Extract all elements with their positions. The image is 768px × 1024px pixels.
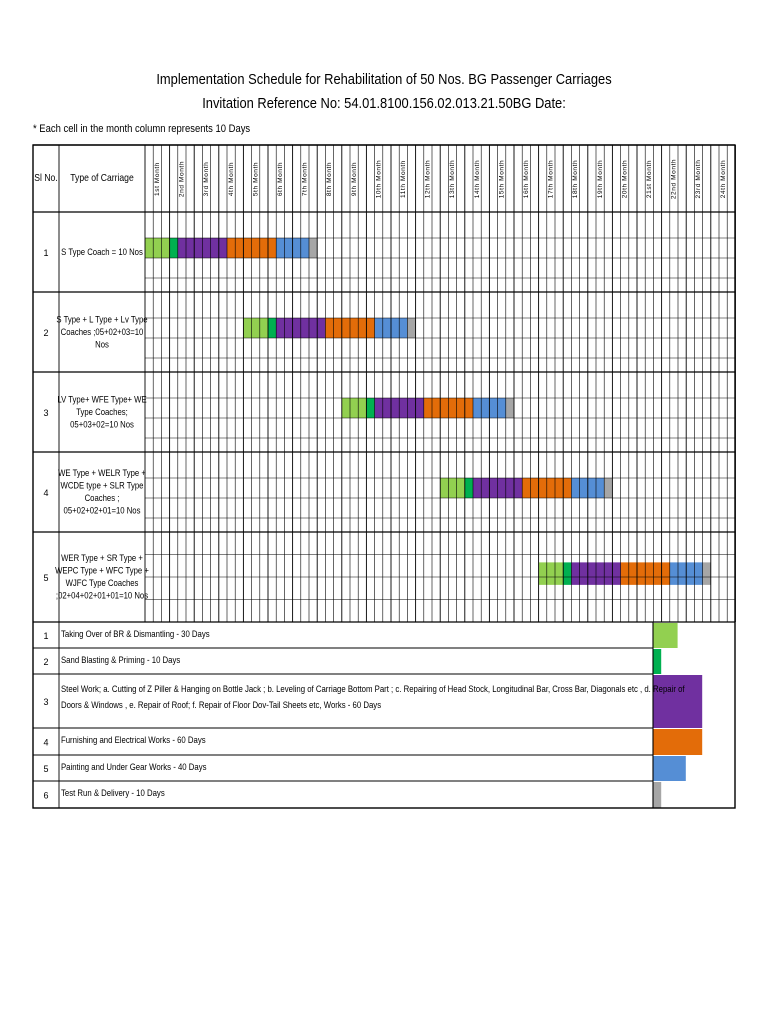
legend-task-line: Steel Work; a. Cutting of Z Piller & Hanging on Bottle Jack ; b. Leveling of Carriage Bottom Part ; c. Repairing of Head Stock, Longitudinal Bar, Cross Bar, Diagonals etc , d. Repair of bbox=[61, 683, 685, 695]
bar-testrun bbox=[407, 318, 415, 338]
bar-sandblasting bbox=[465, 478, 473, 498]
group-type-line: ;02+04+02+01+01=10 Nos bbox=[55, 590, 149, 601]
legend-bar-painting bbox=[653, 756, 686, 781]
group-type-line: Nos bbox=[95, 338, 109, 350]
bar-testrun bbox=[604, 478, 612, 498]
legend-sl: 1 bbox=[43, 631, 49, 641]
header-type: Type of Carriage bbox=[70, 172, 134, 184]
bar-sandblasting bbox=[268, 318, 276, 338]
bar-testrun bbox=[703, 562, 711, 585]
group-type-line: Type Coaches; bbox=[76, 406, 128, 418]
group-sl: 3 bbox=[43, 408, 49, 418]
month-header: 20th Month bbox=[621, 159, 629, 199]
group-type-line: Coaches ;05+02+03=10 bbox=[60, 326, 144, 338]
title-line-1: Implementation Schedule for Rehabilitation of 50 Nos. BG Passenger Carriages bbox=[156, 71, 612, 88]
legend-sl: 4 bbox=[43, 737, 49, 748]
legend-task-line: Painting and Under Gear Works - 40 Days bbox=[61, 761, 207, 773]
legend-sl: 2 bbox=[43, 657, 49, 667]
month-header: 14th Month bbox=[473, 159, 481, 199]
group-type-line: S Type + L Type + Lv Type bbox=[56, 313, 148, 325]
bar-sandblasting bbox=[170, 238, 178, 258]
bar-dismantling bbox=[440, 478, 465, 498]
legend-sl: 6 bbox=[43, 790, 49, 801]
month-header: 19th Month bbox=[596, 159, 604, 199]
legend-task-line: Sand Blasting & Priming - 10 Days bbox=[61, 654, 181, 666]
month-header: 17th Month bbox=[547, 159, 555, 199]
month-header: 4th Month bbox=[227, 161, 235, 197]
month-header: 21st Month bbox=[646, 159, 654, 199]
month-header: 22nd Month bbox=[670, 158, 678, 200]
group-type-line: Coaches ; bbox=[84, 492, 120, 504]
legend-bar-furnishing bbox=[653, 729, 702, 755]
group-type-line: WJFC Type Coaches bbox=[65, 577, 139, 589]
bar-testrun bbox=[506, 398, 514, 418]
group-sl: 5 bbox=[43, 573, 49, 583]
month-header: 10th Month bbox=[375, 159, 383, 199]
bar-dismantling bbox=[243, 318, 268, 338]
month-header: 24th Month bbox=[719, 159, 727, 199]
group-type-line: WCDE type + SLR Type bbox=[60, 480, 144, 491]
group-sl: 4 bbox=[43, 488, 49, 498]
bar-dismantling bbox=[539, 562, 564, 585]
group-type-line: WEPC Type + WFC Type + bbox=[55, 565, 149, 576]
group-sl: 2 bbox=[43, 328, 49, 338]
month-header: 2nd Month bbox=[178, 160, 186, 198]
bar-testrun bbox=[309, 238, 317, 258]
group-sl: 1 bbox=[43, 248, 49, 258]
bar-sandblasting bbox=[563, 562, 571, 585]
group-type-line: 05+02+02+01=10 Nos bbox=[63, 505, 141, 516]
month-header: 6th Month bbox=[277, 161, 285, 197]
group-type-line: WE Type + WELR Type + bbox=[58, 467, 146, 479]
legend-bar-testrun bbox=[653, 782, 661, 808]
cell-note: * Each cell in the month column represents 10 Days bbox=[33, 123, 251, 135]
legend-bar-dismantling bbox=[653, 623, 678, 648]
month-header: 13th Month bbox=[449, 159, 457, 199]
legend-task-line: Doors & Windows , e. Repair of Roof; f. Repair of Floor Dov-Tail Sheets etc, Works - 60 Days bbox=[61, 699, 382, 711]
month-header: 1st Month bbox=[154, 162, 162, 196]
legend-task-line: Furnishing and Electrical Works - 60 Days bbox=[61, 734, 206, 746]
month-header: 9th Month bbox=[350, 161, 358, 197]
bar-dismantling bbox=[145, 238, 170, 258]
header-sl-no: Sl No. bbox=[34, 172, 58, 184]
month-header: 8th Month bbox=[326, 161, 334, 197]
month-header: 18th Month bbox=[572, 159, 580, 199]
legend-task-line: Taking Over of BR & Dismantling - 30 Days bbox=[61, 628, 210, 640]
bar-sandblasting bbox=[366, 398, 374, 418]
bar-dismantling bbox=[342, 398, 367, 418]
month-header: 12th Month bbox=[424, 159, 432, 199]
month-header: 11th Month bbox=[400, 159, 408, 199]
month-header: 16th Month bbox=[523, 159, 531, 199]
group-type-line: WER Type + SR Type + bbox=[61, 552, 143, 564]
legend-bar-sandblasting bbox=[653, 649, 661, 674]
legend-sl: 3 bbox=[43, 697, 49, 707]
month-header: 23rd Month bbox=[695, 159, 703, 199]
month-header: 5th Month bbox=[252, 161, 260, 197]
group-type-line: 05+03+02=10 Nos bbox=[70, 418, 134, 430]
month-header: 15th Month bbox=[498, 159, 506, 199]
legend-task-line: Test Run & Delivery - 10 Days bbox=[61, 787, 165, 799]
group-type-line: LV Type+ WFE Type+ WE bbox=[57, 393, 147, 405]
legend-sl: 5 bbox=[43, 764, 49, 774]
month-header: 3rd Month bbox=[203, 161, 211, 197]
title-line-2: Invitation Reference No: 54.01.8100.156.02.013.21.50BG Date: bbox=[202, 95, 566, 112]
month-header: 7th Month bbox=[301, 161, 309, 197]
group-type-line: S Type Coach = 10 Nos bbox=[61, 246, 143, 258]
